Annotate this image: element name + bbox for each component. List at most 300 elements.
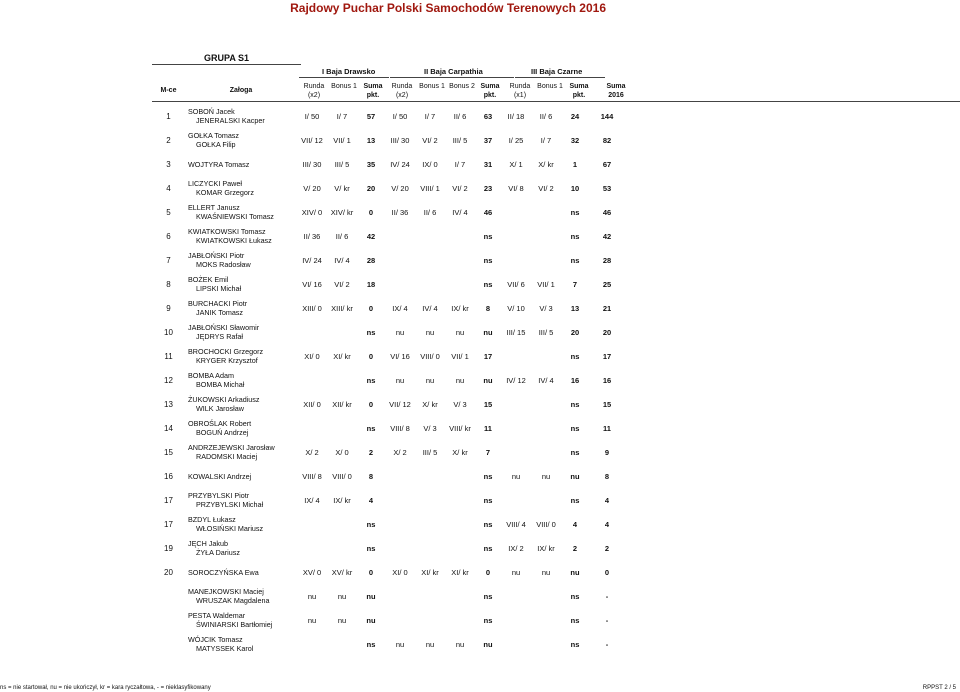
section-underline — [299, 77, 389, 78]
driver-name: PRZYBYLSKI Piotr — [188, 491, 250, 500]
points-cell: 0 — [368, 351, 374, 361]
result-cell: IV/ 24 — [390, 159, 410, 169]
result-cell — [445, 272, 475, 296]
result-cell: IX/ 2 — [508, 543, 524, 553]
row-spacer — [625, 344, 960, 368]
result-cell: X/ kr — [422, 399, 438, 409]
driver-name: JABŁOŃSKI Sławomir — [188, 323, 260, 332]
result-cell: III/ 15 — [506, 327, 526, 337]
result-cell: XII/ 0 — [303, 399, 321, 409]
points-cell: ns — [366, 639, 376, 649]
points-cell: 0 — [368, 399, 374, 409]
codriver-name: LIPSKI Michał — [196, 284, 242, 293]
crew-cell — [185, 200, 297, 224]
driver-name: WOJTYRA Tomasz — [188, 159, 250, 169]
table-row — [152, 464, 960, 488]
result-cell — [297, 632, 327, 656]
result-cell: X/ 0 — [335, 447, 349, 457]
result-cell: I/ 50 — [304, 111, 320, 121]
result-cell: X/ 2 — [393, 447, 407, 457]
result-cell: nu — [541, 471, 551, 481]
result-cell: II/ 6 — [423, 207, 437, 217]
points-cell: 46 — [602, 207, 612, 217]
table-row — [152, 488, 960, 512]
points-cell: 46 — [483, 207, 493, 217]
crew-cell — [185, 176, 297, 200]
result-cell: VIII/ 4 — [506, 519, 526, 529]
result-cell — [415, 584, 445, 608]
points-cell: 17 — [483, 351, 493, 361]
result-cell: IV/ 12 — [506, 375, 526, 385]
result-cell: VII/ 12 — [389, 399, 411, 409]
result-cell — [415, 608, 445, 632]
result-cell — [445, 608, 475, 632]
driver-name: LICZYCKI Paweł — [188, 179, 242, 188]
driver-name: GOŁKA Tomasz — [188, 131, 239, 140]
result-cell — [385, 488, 415, 512]
result-cell — [385, 272, 415, 296]
driver-name: JĘCH Jakub — [188, 539, 228, 548]
header-divider — [152, 101, 960, 102]
header-mce: M-ce — [160, 87, 177, 94]
result-cell: V/ 3 — [453, 399, 467, 409]
points-cell: - — [605, 615, 609, 625]
codriver-name: GOŁKA Filip — [196, 140, 236, 149]
result-cell — [531, 248, 561, 272]
result-cell — [531, 392, 561, 416]
points-cell: 4 — [368, 495, 374, 505]
points-cell: 0 — [368, 567, 374, 577]
points-cell: 21 — [602, 303, 612, 313]
result-cell — [385, 512, 415, 536]
position-cell — [152, 608, 185, 632]
points-cell: 11 — [484, 423, 492, 433]
points-cell: 35 — [366, 159, 376, 169]
row-spacer — [625, 584, 960, 608]
position-cell: 12 — [164, 375, 173, 385]
points-cell: 82 — [602, 135, 612, 145]
result-cell — [445, 536, 475, 560]
row-spacer — [625, 608, 960, 632]
result-cell — [385, 464, 415, 488]
result-cell: IX/ kr — [333, 495, 351, 505]
crew-cell — [185, 464, 297, 488]
section-title-carpathia: II Baja Carpathia — [424, 67, 483, 76]
points-cell: ns — [483, 615, 493, 625]
header-bonus1-drawsko: Bonus 1 — [331, 83, 357, 90]
header-suma-carpathia: Suma pkt. — [480, 83, 500, 99]
result-cell: nu — [395, 639, 405, 649]
result-cell — [445, 248, 475, 272]
header-runda-drawsko: Runda (x2) — [303, 83, 325, 99]
result-cell: XI/ kr — [421, 567, 439, 577]
result-cell: I/ 7 — [540, 135, 552, 145]
row-spacer — [625, 536, 960, 560]
crew-cell — [185, 248, 297, 272]
result-cell — [297, 536, 327, 560]
result-cell: X/ 1 — [509, 159, 523, 169]
row-spacer — [625, 392, 960, 416]
result-cell: VI/ 2 — [422, 135, 438, 145]
points-cell: 9 — [604, 447, 610, 457]
points-cell: ns — [366, 327, 376, 337]
points-cell: 17 — [602, 351, 612, 361]
result-cell — [445, 512, 475, 536]
driver-name: MANEJKOWSKI Maciej — [188, 587, 264, 596]
points-cell: nu — [366, 615, 376, 625]
points-cell: 63 — [483, 111, 493, 121]
result-cell: IV/ 4 — [422, 303, 438, 313]
result-cell: II/ 6 — [539, 111, 553, 121]
footer-page-number: RPPST 2 / 5 — [922, 685, 956, 691]
result-cell: IV/ 4 — [538, 375, 554, 385]
result-cell: VII/ 6 — [507, 279, 525, 289]
row-spacer — [625, 416, 960, 440]
result-cell: nu — [455, 327, 465, 337]
points-cell: ns — [483, 519, 493, 529]
result-cell: IX/ kr — [451, 303, 469, 313]
points-cell: 7 — [572, 279, 578, 289]
points-cell: 2 — [604, 543, 610, 553]
points-cell: 7 — [485, 447, 491, 457]
points-cell: 28 — [602, 255, 612, 265]
points-cell: ns — [483, 279, 493, 289]
points-cell: 53 — [602, 183, 612, 193]
row-spacer — [625, 488, 960, 512]
points-cell: nu — [570, 567, 580, 577]
result-cell — [501, 344, 531, 368]
result-cell — [531, 488, 561, 512]
result-cell: V/ 10 — [507, 303, 525, 313]
codriver-name: MOKS Radosław — [196, 260, 251, 269]
result-cell: II/ 6 — [335, 231, 349, 241]
result-cell: nu — [511, 567, 521, 577]
row-spacer — [625, 272, 960, 296]
points-cell: 0 — [485, 567, 491, 577]
points-cell: 16 — [602, 375, 612, 385]
codriver-name: KWIATKOWSKI Łukasz — [196, 236, 272, 245]
driver-name: SOROCZYŃSKA Ewa — [188, 567, 259, 577]
result-cell — [297, 416, 327, 440]
result-cell: nu — [395, 327, 405, 337]
result-cell — [531, 344, 561, 368]
section-underline — [515, 77, 605, 78]
points-cell: ns — [366, 543, 376, 553]
points-cell: ns — [483, 471, 493, 481]
position-cell: 14 — [164, 423, 173, 433]
driver-name: ELLERT Janusz — [188, 203, 240, 212]
points-cell: nu — [366, 591, 376, 601]
result-cell — [385, 584, 415, 608]
crew-cell — [185, 560, 297, 584]
result-cell: II/ 18 — [507, 111, 525, 121]
result-cell: nu — [337, 615, 347, 625]
row-spacer — [625, 368, 960, 392]
points-cell: ns — [570, 615, 580, 625]
points-cell: 32 — [570, 135, 580, 145]
table-row — [152, 608, 960, 632]
points-cell: 10 — [570, 183, 580, 193]
table-row — [152, 272, 960, 296]
result-cell: nu — [425, 327, 435, 337]
result-cell: VI/ 2 — [538, 183, 554, 193]
driver-name: SOBOŃ Jacek — [188, 107, 235, 116]
crew-cell — [185, 488, 297, 512]
results-table — [152, 104, 960, 656]
position-cell: 7 — [166, 255, 171, 265]
footer-legend: ns = nie startował, nu = nie ukończył, kr = kara ryczałtowa, - = nieklasyfikowany — [0, 685, 211, 691]
points-cell: 20 — [602, 327, 612, 337]
table-row — [152, 536, 960, 560]
position-cell: 1 — [166, 111, 171, 121]
points-cell: nu — [570, 471, 580, 481]
result-cell: III/ 5 — [334, 159, 350, 169]
result-cell: XI/ kr — [451, 567, 469, 577]
points-cell: ns — [483, 495, 493, 505]
points-cell: 2 — [572, 543, 578, 553]
result-cell: XV/ kr — [331, 567, 353, 577]
header-crew: Załoga — [229, 87, 253, 94]
row-spacer — [625, 320, 960, 344]
table-row — [152, 512, 960, 536]
points-cell: ns — [570, 255, 580, 265]
position-cell: 20 — [164, 567, 173, 577]
result-cell: V/ 3 — [539, 303, 553, 313]
points-cell: 4 — [604, 519, 610, 529]
driver-name: BOŻEK Emil — [188, 275, 229, 284]
points-cell: ns — [570, 447, 580, 457]
codriver-name: PRZYBYLSKI Michał — [196, 500, 264, 509]
result-cell — [501, 608, 531, 632]
result-cell: VIII/ 8 — [390, 423, 410, 433]
codriver-name: WRUSZAK Magdalena — [196, 596, 270, 605]
result-cell — [501, 584, 531, 608]
row-spacer — [625, 104, 960, 128]
codriver-name: ŻYŁA Dariusz — [196, 548, 240, 557]
points-cell: 8 — [485, 303, 491, 313]
table-row — [152, 560, 960, 584]
result-cell: V/ 3 — [423, 423, 437, 433]
result-cell: V/ 20 — [391, 183, 409, 193]
points-cell: - — [605, 591, 609, 601]
points-cell: 67 — [602, 159, 612, 169]
crew-cell — [185, 272, 297, 296]
table-row — [152, 296, 960, 320]
result-cell — [501, 416, 531, 440]
header-bonus2-carpathia: Bonus 2 — [449, 83, 475, 90]
codriver-name: BOMBA Michał — [196, 380, 245, 389]
crew-cell — [185, 368, 297, 392]
table-row — [152, 632, 960, 656]
result-cell: nu — [425, 639, 435, 649]
position-cell: 8 — [166, 279, 171, 289]
points-cell: ns — [570, 423, 580, 433]
points-cell: 37 — [483, 135, 493, 145]
points-cell: 11 — [603, 423, 611, 433]
result-cell — [297, 320, 327, 344]
result-cell: XIII/ kr — [331, 303, 353, 313]
table-row — [152, 344, 960, 368]
crew-cell — [185, 152, 297, 176]
result-cell: III/ 5 — [538, 327, 554, 337]
driver-name: WÓJCIK Tomasz — [188, 635, 243, 644]
result-cell — [531, 608, 561, 632]
points-cell: 20 — [366, 183, 376, 193]
position-cell: 17 — [164, 519, 173, 529]
points-cell: 15 — [483, 399, 493, 409]
points-cell: nu — [483, 375, 493, 385]
result-cell: I/ 25 — [508, 135, 524, 145]
crew-cell — [185, 104, 297, 128]
crew-cell — [185, 392, 297, 416]
result-cell — [415, 512, 445, 536]
driver-name: BURCHACKI Piotr — [188, 299, 248, 308]
points-cell: 1 — [572, 159, 578, 169]
points-cell: - — [605, 639, 609, 649]
result-cell — [501, 224, 531, 248]
result-cell: XIV/ 0 — [301, 207, 323, 217]
result-cell: XI/ kr — [333, 351, 351, 361]
result-cell: XIII/ 0 — [302, 303, 322, 313]
points-cell: 13 — [570, 303, 580, 313]
header-runda-czarne: Runda (x1) — [509, 83, 531, 99]
result-cell: nu — [395, 375, 405, 385]
result-cell: VIII/ 0 — [536, 519, 556, 529]
points-cell: ns — [483, 591, 493, 601]
points-cell: 57 — [366, 111, 376, 121]
codriver-name: KWAŚNIEWSKI Tomasz — [196, 212, 274, 221]
table-row — [152, 416, 960, 440]
position-cell: 13 — [164, 399, 173, 409]
points-cell: 42 — [602, 231, 612, 241]
result-cell: XI/ 0 — [392, 567, 408, 577]
result-cell — [415, 272, 445, 296]
points-cell: 8 — [368, 471, 374, 481]
points-cell: 42 — [366, 231, 376, 241]
driver-name: BROCHOCKI Grzegorz — [188, 347, 264, 356]
result-cell: VII/ 12 — [301, 135, 323, 145]
result-cell: VIII/ 0 — [332, 471, 352, 481]
result-cell: IV/ 4 — [334, 255, 350, 265]
points-cell: 23 — [483, 183, 493, 193]
result-cell — [385, 224, 415, 248]
result-cell: nu — [337, 591, 347, 601]
points-cell: 15 — [602, 399, 612, 409]
result-cell — [385, 536, 415, 560]
points-cell: 2 — [368, 447, 374, 457]
points-cell: nu — [483, 639, 493, 649]
position-cell: 5 — [166, 207, 171, 217]
position-cell: 17 — [164, 495, 173, 505]
result-cell — [297, 368, 327, 392]
points-cell: 0 — [368, 303, 374, 313]
points-cell: nu — [483, 327, 493, 337]
table-row — [152, 152, 960, 176]
result-cell: III/ 30 — [390, 135, 410, 145]
result-cell: nu — [307, 591, 317, 601]
result-cell: IV/ 24 — [302, 255, 322, 265]
result-cell: IV/ 4 — [452, 207, 468, 217]
position-cell: 4 — [166, 183, 171, 193]
result-cell: VII/ 1 — [333, 135, 351, 145]
result-cell — [501, 440, 531, 464]
driver-name: BZDYL Łukasz — [188, 515, 236, 524]
position-cell: 9 — [166, 303, 171, 313]
position-cell: 3 — [166, 159, 171, 169]
result-cell: IX/ 4 — [304, 495, 320, 505]
points-cell: 13 — [366, 135, 376, 145]
result-cell — [327, 368, 357, 392]
result-cell: VI/ 16 — [390, 351, 410, 361]
codriver-name: BOGUŃ Andrzej — [196, 428, 249, 437]
result-cell — [501, 248, 531, 272]
crew-cell — [185, 224, 297, 248]
result-cell — [415, 224, 445, 248]
result-cell: VIII/ 8 — [302, 471, 322, 481]
driver-name: ANDRZEJEWSKI Jarosław — [188, 443, 275, 452]
header-bonus1-czarne: Bonus 1 — [537, 83, 563, 90]
crew-cell — [185, 440, 297, 464]
table-row — [152, 176, 960, 200]
header-runda-carpathia: Runda (x2) — [391, 83, 413, 99]
codriver-name: JANIK Tomasz — [196, 308, 243, 317]
result-cell — [327, 416, 357, 440]
result-cell: X/ kr — [538, 159, 554, 169]
result-cell: VI/ 16 — [302, 279, 322, 289]
codriver-name: WILK Jarosław — [196, 404, 244, 413]
result-cell: II/ 6 — [453, 111, 467, 121]
section-underline — [390, 77, 514, 78]
result-cell — [385, 608, 415, 632]
result-cell: nu — [511, 471, 521, 481]
result-cell: nu — [307, 615, 317, 625]
result-cell: XIV/ kr — [330, 207, 354, 217]
result-cell: VI/ 2 — [334, 279, 350, 289]
result-cell — [531, 224, 561, 248]
result-cell: VI/ 8 — [508, 183, 524, 193]
points-cell: ns — [570, 495, 580, 505]
codriver-name: RADOMSKI Maciej — [196, 452, 258, 461]
result-cell — [531, 200, 561, 224]
result-cell: nu — [455, 639, 465, 649]
points-cell: ns — [366, 375, 376, 385]
points-cell: ns — [366, 519, 376, 529]
row-spacer — [625, 632, 960, 656]
result-cell: III/ 5 — [452, 135, 468, 145]
codriver-name: JĘDRYS Rafał — [196, 332, 244, 341]
points-cell: ns — [570, 399, 580, 409]
points-cell: ns — [483, 543, 493, 553]
crew-cell — [185, 608, 297, 632]
result-cell — [415, 536, 445, 560]
result-cell: nu — [455, 375, 465, 385]
codriver-name: WŁOSIŃSKI Mariusz — [196, 524, 264, 533]
points-cell: ns — [570, 207, 580, 217]
row-spacer — [625, 128, 960, 152]
table-row — [152, 584, 960, 608]
crew-cell — [185, 536, 297, 560]
driver-name: OBROŚLAK Robert — [188, 419, 252, 428]
table-row — [152, 128, 960, 152]
result-cell: X/ kr — [452, 447, 468, 457]
points-cell: ns — [483, 255, 493, 265]
points-cell: 16 — [570, 375, 580, 385]
table-row — [152, 320, 960, 344]
table-row — [152, 440, 960, 464]
position-cell: 15 — [164, 447, 173, 457]
result-cell: II/ 36 — [391, 207, 409, 217]
row-spacer — [625, 224, 960, 248]
